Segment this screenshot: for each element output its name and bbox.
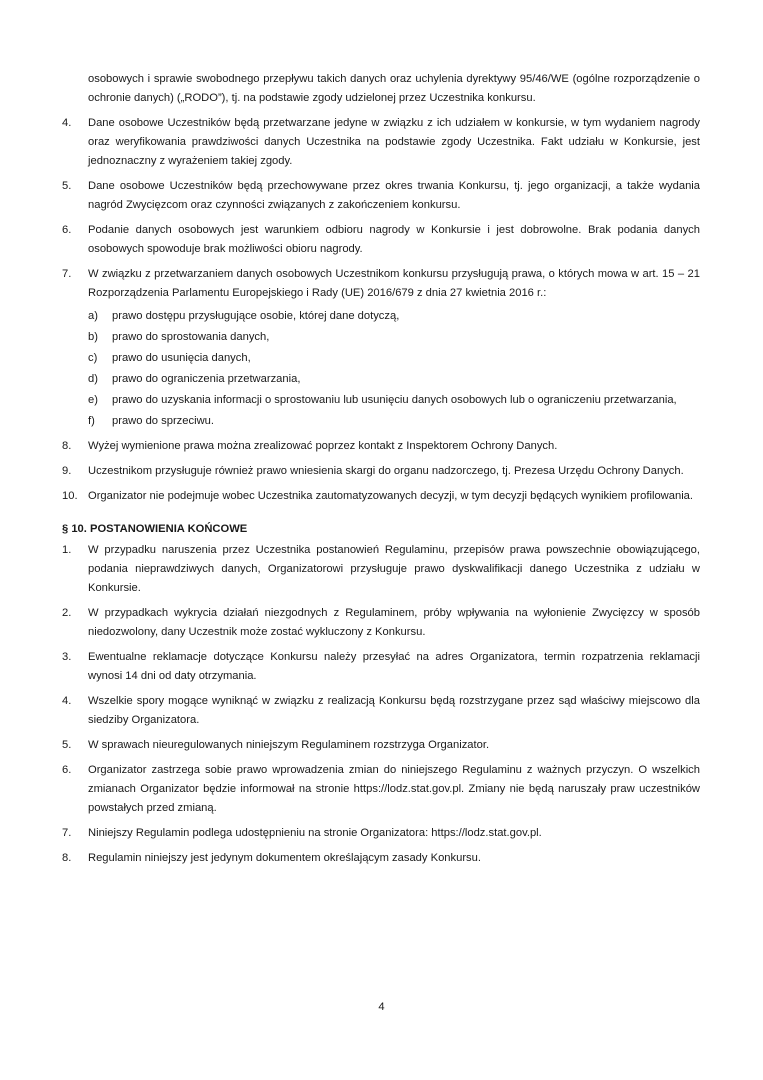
list-item [62,541,700,598]
list-item [62,604,700,642]
list-item-text: Regulamin niniejszy jest jedynym dokumentem określającym zasady Konkursu. [88,852,481,864]
list-item-text: Ewentualne reklamacje dotyczące Konkursu należy przesyłać na adres Organizatora, termin rozpatrzenia reklamacji wynosi 14 dni od daty otrzymania. [88,651,700,682]
list-item-text: Wyżej wymienione prawa można zrealizować poprzez kontakt z Inspektorem Ochrony Danych. [88,440,558,452]
list-item-number: 2. [62,607,72,619]
list-item [62,648,700,686]
list-item-number: 5. [62,180,72,192]
rights-item [88,349,700,368]
rights-item-text: prawo do sprzeciwu. [112,415,214,427]
section-heading: § 10. POSTANOWIENIA KOŃCOWE [62,523,248,535]
list-item-text: Organizator zastrzega sobie prawo wprowadzenia zmian do niniejszego Regulaminu z ważnych przyczyn. O wszelkich zmianach Organizator będzie informował na stronie https://lodz.stat.gov.pl. Zmiany nie będą naruszały praw uczestników powstałych przed zmianą. [88,764,700,814]
list-item-text: Dane osobowe Uczestników będą przetwarzane jedyne w związku z ich udziałem w konkursie, w tym wydaniem nagrody oraz weryfikowania prawdziwości danych Uczestnika na podstawie zgody Uczestnika. Fakt udziału w Konkursie, jest jednoznaczny z wyrażeniem takiej zgody. [88,117,700,167]
list-item [62,736,700,755]
rights-item [88,307,700,326]
list-item [62,487,700,506]
page-content [62,70,700,868]
list-item [62,114,700,171]
list-item-number: 9. [62,465,72,477]
list-item [62,221,700,259]
list-item [62,761,700,818]
rights-sublist [62,307,700,431]
list-item-text: W sprawach nieuregulowanych niniejszym Regulaminem rozstrzyga Organizator. [88,739,490,751]
list-item-text: W związku z przetwarzaniem danych osobowych Uczestnikom konkursu przysługują prawa, o których mowa w art. 15 – 21 Rozporządzenia Parlamentu Europejskiego i Rady (UE) 2016/679 z dnia 27 kwietnia 2016 r.: [88,268,700,299]
list-item-number: 1. [62,544,72,556]
rights-item-letter: c) [88,352,98,364]
list-item-number: 8. [62,852,72,864]
list-item [62,849,700,868]
rights-item-letter: b) [88,331,98,343]
rights-item-text: prawo do usunięcia danych, [112,352,251,364]
list-item-number: 3. [62,651,72,663]
list-item-number: 5. [62,739,72,751]
list-item-text: Organizator nie podejmuje wobec Uczestnika zautomatyzowanych decyzji, w tym decyzji będących wynikiem profilowania. [88,490,694,502]
rights-item-text: prawo dostępu przysługujące osobie, której dane dotyczą, [112,310,400,322]
list-item [62,265,700,303]
list-item-text: Niniejszy Regulamin podlega udostępnieniu na stronie Organizatora: https://lodz.stat.gov.pl. [88,827,542,839]
rights-item-letter: d) [88,373,98,385]
rights-item-letter: f) [88,415,95,427]
list-item [62,824,700,843]
rights-item [88,328,700,347]
list-item-number: 6. [62,224,72,236]
list-item-number: 6. [62,764,72,776]
rights-item [88,391,700,410]
list-item-number: 7. [62,268,72,280]
page-number: 4 [378,1001,385,1013]
list-item [62,437,700,456]
rights-item-text: prawo do ograniczenia przetwarzania, [112,373,301,385]
list-item-number: 4. [62,117,72,129]
list-item-text: W przypadku naruszenia przez Uczestnika postanowień Regulaminu, przepisów prawa powszechnie obowiązującego, podania nieprawdziwych danych, Organizatorowi przysługuje prawo dyskwalifikacji danego Uczestnika z udziału w Konkursie. [88,544,700,594]
rights-item [88,412,700,431]
list-item-number: 8. [62,440,72,452]
rodo-list-part-2 [62,437,700,506]
list-item [62,692,700,730]
rights-item-text: prawo do uzyskania informacji o sprostowaniu lub usunięciu danych osobowych lub o ograniczeniu przetwarzania, [112,394,677,406]
list-item-text: Uczestnikom przysługuje również prawo wniesienia skargi do organu nadzorczego, tj. Prezesa Urzędu Ochrony Danych. [88,465,684,477]
list-item-text: Dane osobowe Uczestników będą przechowywane przez okres trwania Konkursu, tj. jego organizacji, a także wydania nagród Zwycięzcom oraz czynności związanych z zakończeniem konkursu. [88,180,700,211]
list-item [62,462,700,481]
list-item-number: 10. [62,490,78,502]
list-item-text: Wszelkie spory mogące wyniknąć w związku z realizacją Konkursu będą rozstrzygane przez sąd właściwy miejscowo dla siedziby Organizatora. [88,695,700,726]
list-item-text: W przypadkach wykrycia działań niezgodnych z Regulaminem, próby wpływania na wyłonienie Zwycięzcy w sposób niedozwolony, dany Uczestnik może zostać wykluczony z Konkursu. [88,607,700,638]
rights-item-text: prawo do sprostowania danych, [112,331,270,343]
rights-item-letter: a) [88,310,98,322]
list-item [62,177,700,215]
list-item-text: Podanie danych osobowych jest warunkiem odbioru nagrody w Konkursie i jest dobrowolne. Brak podania danych osobowych spowoduje brak możliwości obioru nagrody. [88,224,700,255]
final-provisions-list [62,541,700,868]
rights-item [88,370,700,389]
continuation-paragraph: osobowych i sprawie swobodnego przepływu takich danych oraz uchylenia dyrektywy 95/46/WE (ogólne rozporządzenie o ochronie danych) („RODO”), tj. na podstawie zgody udzielonej przez Uczestnika konkursu. [88,73,700,104]
rights-item-letter: e) [88,394,98,406]
list-item-number: 7. [62,827,72,839]
list-item-number: 4. [62,695,72,707]
rodo-list-part-1 [62,114,700,303]
